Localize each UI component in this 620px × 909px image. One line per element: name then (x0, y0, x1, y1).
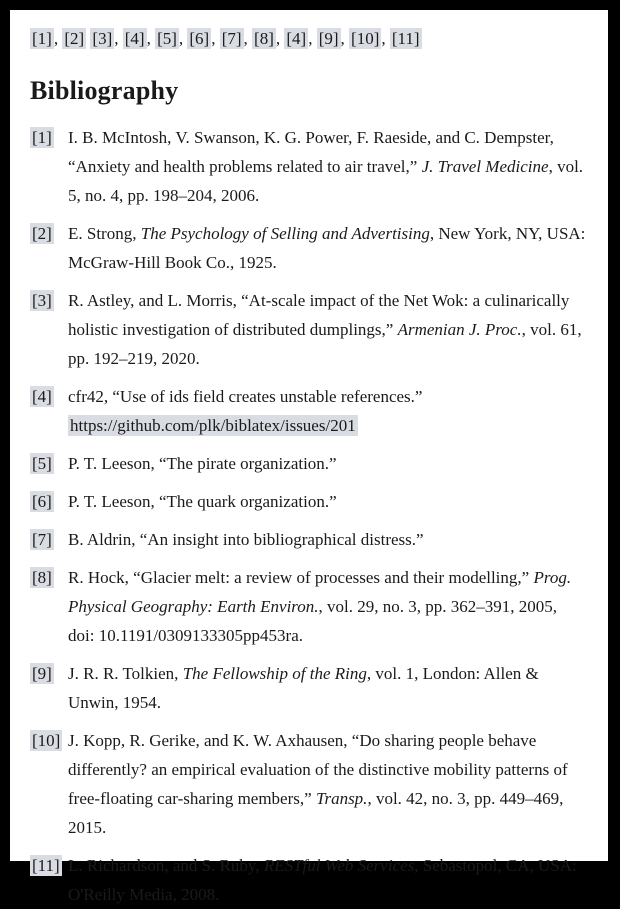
text-segment: , New York, NY, USA: McGraw-Hill Book Co., 1925. (68, 224, 586, 272)
citation-ref-link[interactable]: [9] (318, 29, 339, 48)
bibliography-entry (30, 123, 586, 210)
entry-text (68, 449, 586, 478)
entry-label (30, 726, 68, 755)
bibliography-entry (30, 851, 586, 909)
entry-text (68, 487, 586, 516)
italic-title-text: Prog. Physical Geography: Earth Environ. (68, 568, 572, 616)
italic-title-text: Armenian J. Proc. (397, 320, 522, 339)
text-segment: , vol. 42, no. 3, pp. 449–469, 2015. (68, 789, 564, 837)
entry-backref-link[interactable]: [3] (32, 291, 52, 310)
entry-label (30, 382, 68, 411)
citation-ref-link[interactable]: [10] (351, 29, 380, 48)
entry-text (68, 123, 586, 210)
text-segment: R. Astley, and L. Morris, “At-scale impact of the Net Wok: a culinarically holistic investigation of distributed dumplings,” (68, 291, 570, 339)
text-segment: P. T. Leeson, “The pirate organization.” (68, 454, 337, 473)
entry-text (68, 726, 586, 842)
text-segment: , vol. 29, no. 3, pp. 362–391, 2005, doi: 10.1191/0309133305pp453ra. (68, 597, 558, 645)
entry-text (68, 286, 586, 373)
text-segment: J. Kopp, R. Gerike, and K. W. Axhausen, “Do sharing people behave differently? an empirical evaluation of the distinctive mobility patterns of free-floating car-sharing members,” (68, 731, 568, 808)
bibliography-entry (30, 449, 586, 478)
bibliography-list (30, 123, 586, 909)
entry-backref-link[interactable]: [4] (32, 387, 52, 406)
entry-backref-link[interactable]: [11] (32, 856, 60, 875)
entry-text (68, 219, 586, 277)
bibliography-entry (30, 487, 586, 516)
entry-label (30, 659, 68, 688)
entry-text (68, 382, 586, 440)
text-segment: R. Hock, “Glacier melt: a review of processes and their modelling,” (68, 568, 534, 587)
entry-backref-link[interactable]: [8] (32, 568, 52, 587)
text-segment: , vol. 61, pp. 192–219, 2020. (68, 320, 582, 368)
italic-title-text: The Psychology of Selling and Advertising (140, 224, 430, 243)
entry-label (30, 487, 68, 516)
italic-title-text: The Fellowship of the Ring (182, 664, 367, 683)
text-segment: , vol. 1, London: Allen & Unwin, 1954. (68, 664, 539, 712)
text-segment: J. R. R. Tolkien, (68, 664, 183, 683)
bibliography-entry (30, 382, 586, 440)
entry-label (30, 286, 68, 315)
entry-label (30, 525, 68, 554)
entry-label (30, 123, 68, 152)
entry-backref-link[interactable]: [9] (32, 664, 52, 683)
italic-title-text: Transp. (315, 789, 368, 808)
page-title: Bibliography (30, 76, 179, 105)
citation-ref-link[interactable]: [3] (92, 29, 113, 48)
entry-backref-link[interactable]: [1] (32, 128, 52, 147)
text-segment: , vol. 5, no. 4, pp. 198–204, 2006. (68, 157, 584, 205)
entry-text (68, 851, 586, 909)
citation-ref-link[interactable]: [7] (221, 29, 242, 48)
entry-label (30, 449, 68, 478)
entry-backref-link[interactable]: [5] (32, 454, 52, 473)
citation-ref-link[interactable]: [2] (64, 29, 85, 48)
bibliography-entry (30, 286, 586, 373)
entry-backref-link[interactable]: [6] (32, 492, 52, 511)
bibliography-entry (30, 563, 586, 650)
bibliography-entry (30, 219, 586, 277)
citation-ref-link[interactable]: [11] (391, 29, 420, 48)
text-segment: I. B. McIntosh, V. Swanson, K. G. Power, F. Raeside, and C. Dempster, “Anxiety and health problems related to air travel,” (68, 128, 554, 176)
italic-title-text: RESTful Web Services (263, 856, 415, 875)
entry-label (30, 563, 68, 592)
entry-text (68, 563, 586, 650)
text-segment: cfr42, “Use of ids field creates unstable references.” (68, 387, 423, 406)
entry-text (68, 659, 586, 717)
bibliography-entry (30, 525, 586, 554)
entry-backref-link[interactable]: [7] (32, 530, 52, 549)
text-segment: L. Richardson, and S. Ruby, (68, 856, 264, 875)
citation-ref-link[interactable]: [4] (286, 29, 307, 48)
text-segment: B. Aldrin, “An insight into bibliographical distress.” (68, 530, 424, 549)
document-page (10, 10, 608, 904)
bibliography-entry (30, 659, 586, 717)
entry-text (68, 525, 586, 554)
citation-ref-link[interactable]: [6] (189, 29, 210, 48)
citation-ref-link[interactable]: [1] (32, 29, 52, 48)
bibliography-entry (30, 726, 586, 842)
entry-label (30, 219, 68, 248)
url-link[interactable]: https://github.com/plk/biblatex/issues/201 (70, 416, 356, 435)
citation-ref-link[interactable]: [4] (124, 29, 145, 48)
citation-line: [1] , [2] [3] , [4] , [5] , [6] , [7] , [8] , [4] , [9] , [10] , [11] (32, 29, 420, 48)
entry-backref-link[interactable]: [10] (32, 731, 61, 750)
text-segment: E. Strong, (68, 224, 141, 243)
text-segment: P. T. Leeson, “The quark organization.” (68, 492, 337, 511)
entry-backref-link[interactable]: [2] (32, 224, 52, 243)
citation-ref-link[interactable]: [8] (254, 29, 274, 48)
entry-label (30, 851, 68, 880)
citation-ref-link[interactable]: [5] (157, 29, 177, 48)
text-segment: , Sebastopol, CA, USA: O'Reilly Media, 2008. (68, 856, 577, 904)
italic-title-text: J. Travel Medicine (421, 157, 549, 176)
